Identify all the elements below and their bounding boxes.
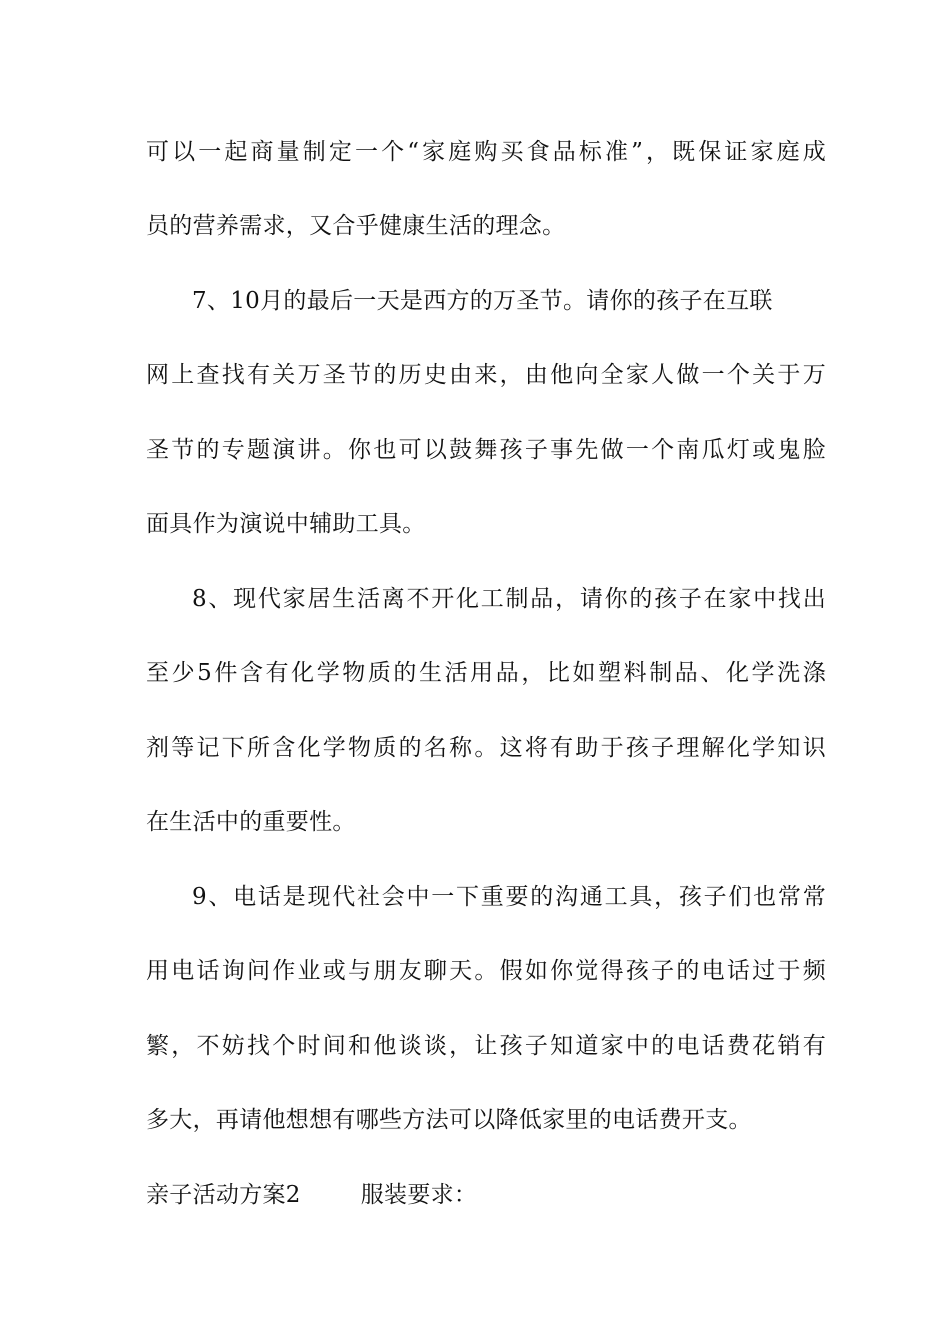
paragraph-line: 面具作为演说中辅助工具。 (146, 511, 426, 537)
paragraph-line: 圣节的专题演讲。你也可以鼓舞孩子事先做一个南瓜灯或鬼脸 (146, 437, 826, 463)
paragraph-line: 多大，再请他想想有哪些方法可以降低家里的电话费开支。 (146, 1107, 752, 1133)
paragraph-line-item-8: 8、现代家居生活离不开化工制品，请你的孩子在家中找出 (192, 586, 826, 612)
paragraph-line-item-7: 7、10月的最后一天是西方的万圣节。请你的孩子在互联 (192, 288, 773, 314)
paragraph-line: 用电话询问作业或与朋友聊天。假如你觉得孩子的电话过于频 (146, 958, 826, 984)
paragraph-line: 剂等记下所含化学物质的名称。这将有助于孩子理解化学知识 (146, 735, 826, 761)
paragraph-line-item-9: 9、电话是现代社会中一下重要的沟通工具，孩子们也常常 (192, 884, 826, 910)
paragraph-line: 网上查找有关万圣节的历史由来，由他向全家人做一个关于万 (146, 362, 826, 388)
paragraph-line: 至少5件含有化学物质的生活用品，比如塑料制品、化学洗涤 (146, 660, 826, 686)
paragraph-line: 在生活中的重要性。 (146, 809, 356, 835)
section-heading (146, 1177, 826, 1213)
paragraph-line: 繁，不妨找个时间和他谈谈，让孩子知道家中的电话费花销有 (146, 1033, 826, 1059)
section-heading-subtitle: 服装要求： (360, 1182, 478, 1208)
section-heading-title: 亲子活动方案2 (146, 1182, 301, 1208)
paragraph-line: 可以一起商量制定一个“家庭购买食品标准”，既保证家庭成 (146, 139, 826, 165)
paragraph-line: 员的营养需求，又合乎健康生活的理念。 (146, 213, 566, 239)
